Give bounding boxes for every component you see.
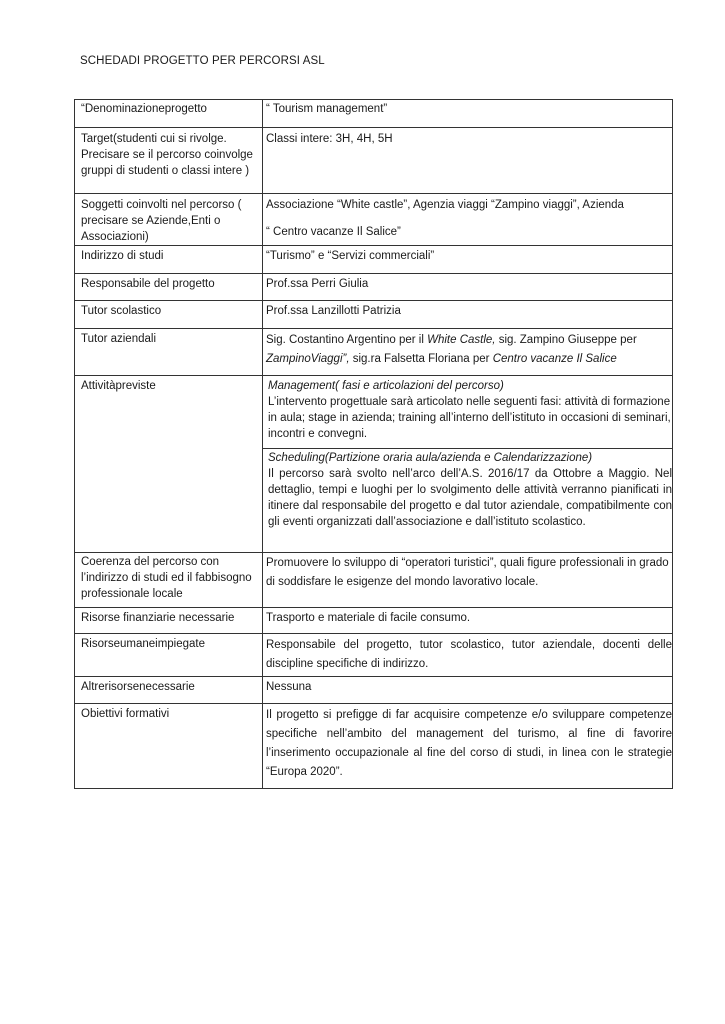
row-value <box>263 194 673 246</box>
row-label: Risorse finanziarie necessarie <box>75 608 263 634</box>
row-label: Obiettivi formativi <box>75 704 263 789</box>
scheduling-text: Il percorso sarà svolto nell’arco dell’A.S. 2016/17 da Ottobre a Maggio. Nel dettaglio, tempi e luoghi per lo svolgimento delle attività verranno pianificati in itinere dal responsabile del progetto e dal tutor aziendale, compatibilmente con gli eventi organizzati dall’associazione e dall’istituto scolastico. <box>268 468 672 528</box>
row-value <box>263 329 673 376</box>
row-label: “Denominazioneprogetto <box>75 100 263 128</box>
value-line: Associazione “White castle”, Agenzia viaggi “Zampino viaggi”, Azienda <box>266 199 624 211</box>
table-row <box>75 100 673 128</box>
row-label: Responsabile del progetto <box>75 274 263 301</box>
value-part: Sig. Costantino Argentino per il <box>266 334 428 346</box>
row-value: “ Tourism management” <box>263 100 673 128</box>
table-row <box>75 329 673 376</box>
table-row <box>75 301 673 329</box>
value-part: Centro vacanze Il Salice <box>492 353 617 365</box>
row-label: Tutor scolastico <box>75 301 263 329</box>
row-label: Soggetti coinvolti nel percorso ( precisare se Aziende,Enti o Associazioni) <box>75 194 263 246</box>
scheduling-heading: Scheduling(Partizione oraria aula/azienda e Calendarizzazione) <box>268 452 593 464</box>
row-value: Responsabile del progetto, tutor scolastico, tutor aziendale, docenti delle discipline specifiche di indirizzo. <box>263 634 673 677</box>
management-text: L’intervento progettuale sarà articolato nelle seguenti fasi: attività di formazione in aula; stage in azienda; training all’interno dell’istituto in occasioni di seminari, incontri e convegni. <box>268 396 671 440</box>
row-value: Trasporto e materiale di facile consumo. <box>263 608 673 634</box>
table-row <box>75 608 673 634</box>
table-row <box>75 194 673 246</box>
management-heading: Management( fasi e articolazioni del percorso) <box>268 380 504 392</box>
row-label: Altrerisorsenecessarie <box>75 677 263 704</box>
value-part: White Castle, <box>427 334 496 346</box>
row-value: Il progetto si prefigge di far acquisire competenze e/o sviluppare competenze specifiche nell’ambito del management del turismo, al fine di favorire l’inserimento occupazionale al fine del corso di studi, in linea con le strategie “Europa 2020”. <box>263 704 673 789</box>
row-label: Target(studenti cui si rivolge. Precisare se il percorso coinvolge gruppi di studenti o classi intere ) <box>75 128 263 194</box>
management-section <box>263 376 672 448</box>
row-value: Nessuna <box>263 677 673 704</box>
row-value: Prof.ssa Perri Giulia <box>263 274 673 301</box>
scheduling-section <box>263 448 672 530</box>
table-row <box>75 376 673 553</box>
row-label: Coerenza del percorso con l’indirizzo di studi ed il fabbisogno professionale locale <box>75 553 263 608</box>
table-row <box>75 634 673 677</box>
value-part: sig.ra Falsetta Floriana per <box>349 353 493 365</box>
table-row <box>75 677 673 704</box>
row-label: Indirizzo di studi <box>75 246 263 274</box>
row-value: Prof.ssa Lanzillotti Patrizia <box>263 301 673 329</box>
table-row <box>75 128 673 194</box>
project-form-table <box>74 99 673 789</box>
value-part: sig. Zampino Giuseppe per <box>495 334 637 346</box>
row-value: Classi intere: 3H, 4H, 5H <box>263 128 673 194</box>
table-row <box>75 553 673 608</box>
table-row <box>75 274 673 301</box>
value-line: “ Centro vacanze Il Salice” <box>266 226 401 238</box>
row-label: Attivitàpreviste <box>75 376 263 553</box>
value-part: ZampinoViaggi”, <box>266 353 350 365</box>
page-title: SCHEDADI PROGETTO PER PERCORSI ASL <box>80 55 325 67</box>
row-value: “Turismo” e “Servizi commerciali” <box>263 246 673 274</box>
row-value <box>263 376 673 553</box>
table-row <box>75 246 673 274</box>
row-value: Promuovere lo sviluppo di “operatori turistici”, quali figure professionali in grado di soddisfare le esigenze del mondo lavorativo locale. <box>263 553 673 608</box>
row-label: Tutor aziendali <box>75 329 263 376</box>
table-row <box>75 704 673 789</box>
row-label: Risorseumaneimpiegate <box>75 634 263 677</box>
